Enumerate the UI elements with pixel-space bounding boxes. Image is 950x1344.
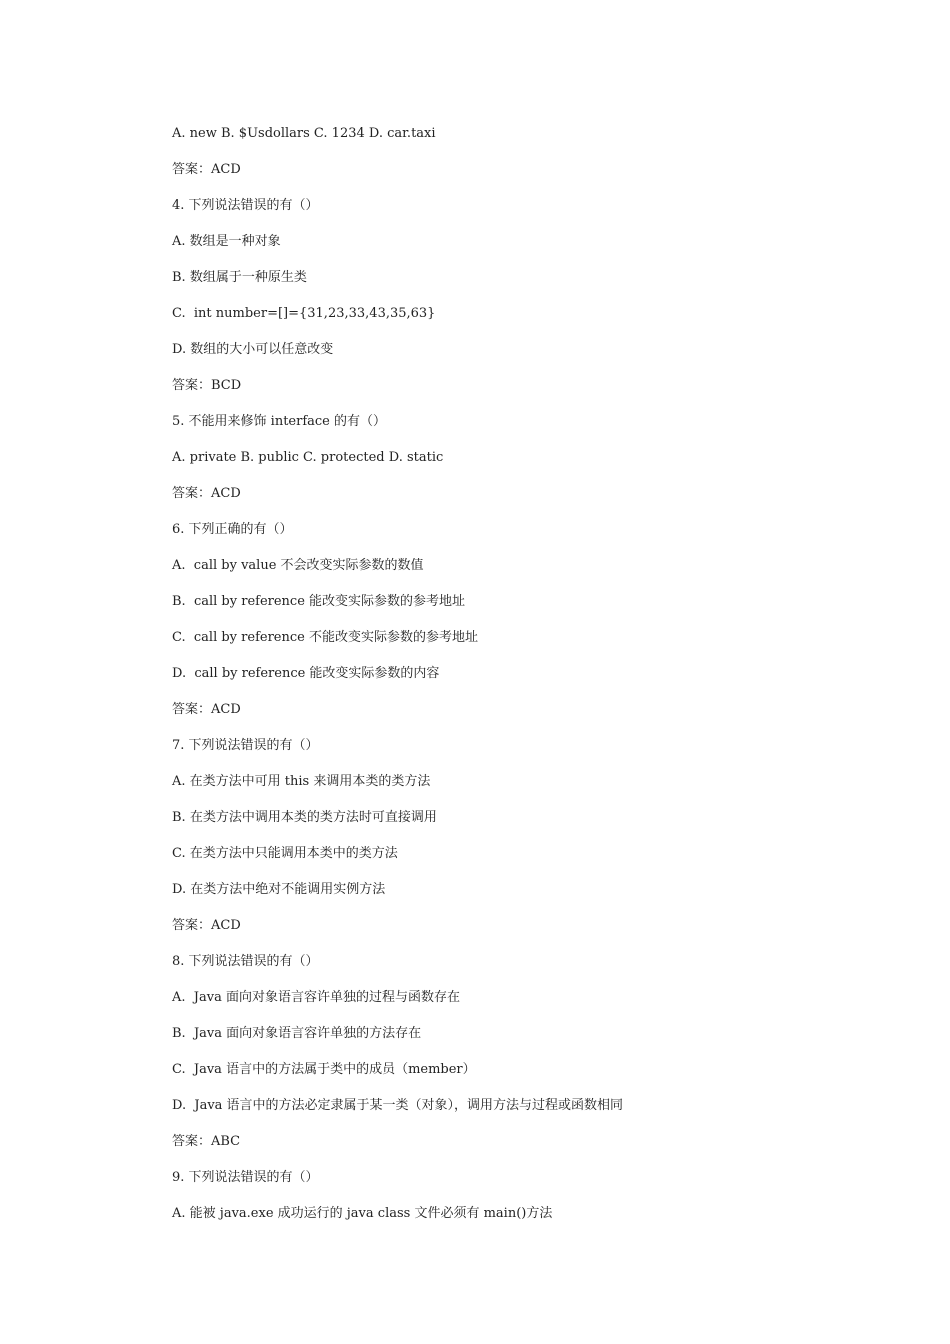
answer-line-q3: 答案：ACD: [172, 162, 241, 177]
question-5: 5. 不能用来修饰 interface 的有（）: [172, 414, 386, 429]
option-b-q4: B. 数组属于一种原生类: [172, 270, 307, 285]
option-a-q9: A. 能被 java.exe 成功运行的 java class 文件必须有 main()方法: [172, 1206, 553, 1221]
option-b-q8: B. Java 面向对象语言容许单独的方法存在: [172, 1026, 422, 1041]
option-c-q7: C. 在类方法中只能调用本类中的类方法: [172, 846, 398, 861]
answer-line-q5: 答案：ACD: [172, 486, 241, 501]
option-a-q4: A. 数组是一种对象: [172, 234, 281, 249]
option-c-q4: C. int number=[]={31,23,33,43,35,63}: [172, 306, 436, 321]
option-c-q8: C. Java 语言中的方法属于类中的成员（member）: [172, 1062, 476, 1077]
option-b-q6: B. call by reference 能改变实际参数的参考地址: [172, 594, 466, 609]
option-d-q7: D. 在类方法中绝对不能调用实例方法: [172, 882, 386, 897]
question-6: 6. 下列正确的有（）: [172, 522, 293, 537]
option-c-q6: C. call by reference 不能改变实际参数的参考地址: [172, 630, 478, 645]
question-8: 8. 下列说法错误的有（）: [172, 954, 319, 969]
option-d-q4: D. 数组的大小可以任意改变: [172, 342, 334, 357]
answer-line-q8: 答案：ABC: [172, 1134, 241, 1149]
option-a-q7: A. 在类方法中可用 this 来调用本类的类方法: [172, 774, 431, 789]
question-9: 9. 下列说法错误的有（）: [172, 1170, 319, 1185]
option-d-q8: D. Java 语言中的方法必定隶属于某一类（对象），调用方法与过程或函数相同: [172, 1098, 624, 1113]
question-7: 7. 下列说法错误的有（）: [172, 738, 319, 753]
option-a-q8: A. Java 面向对象语言容许单独的过程与函数存在: [172, 990, 460, 1005]
answer-line-q4: 答案：BCD: [172, 378, 242, 393]
option-line-q3: A. new B. $Usdollars C. 1234 D. car.taxi: [172, 126, 436, 141]
question-4: 4. 下列说法错误的有（）: [172, 198, 319, 213]
answer-line-q6: 答案：ACD: [172, 702, 241, 717]
document-page: [172, 124, 872, 1240]
option-a-q6: A. call by value 不会改变实际参数的数值: [172, 558, 424, 573]
options-q5: A. private B. public C. protected D. static: [172, 450, 444, 465]
option-b-q7: B. 在类方法中调用本类的类方法时可直接调用: [172, 810, 437, 825]
answer-line-q7: 答案：ACD: [172, 918, 241, 933]
option-d-q6: D. call by reference 能改变实际参数的内容: [172, 666, 440, 681]
